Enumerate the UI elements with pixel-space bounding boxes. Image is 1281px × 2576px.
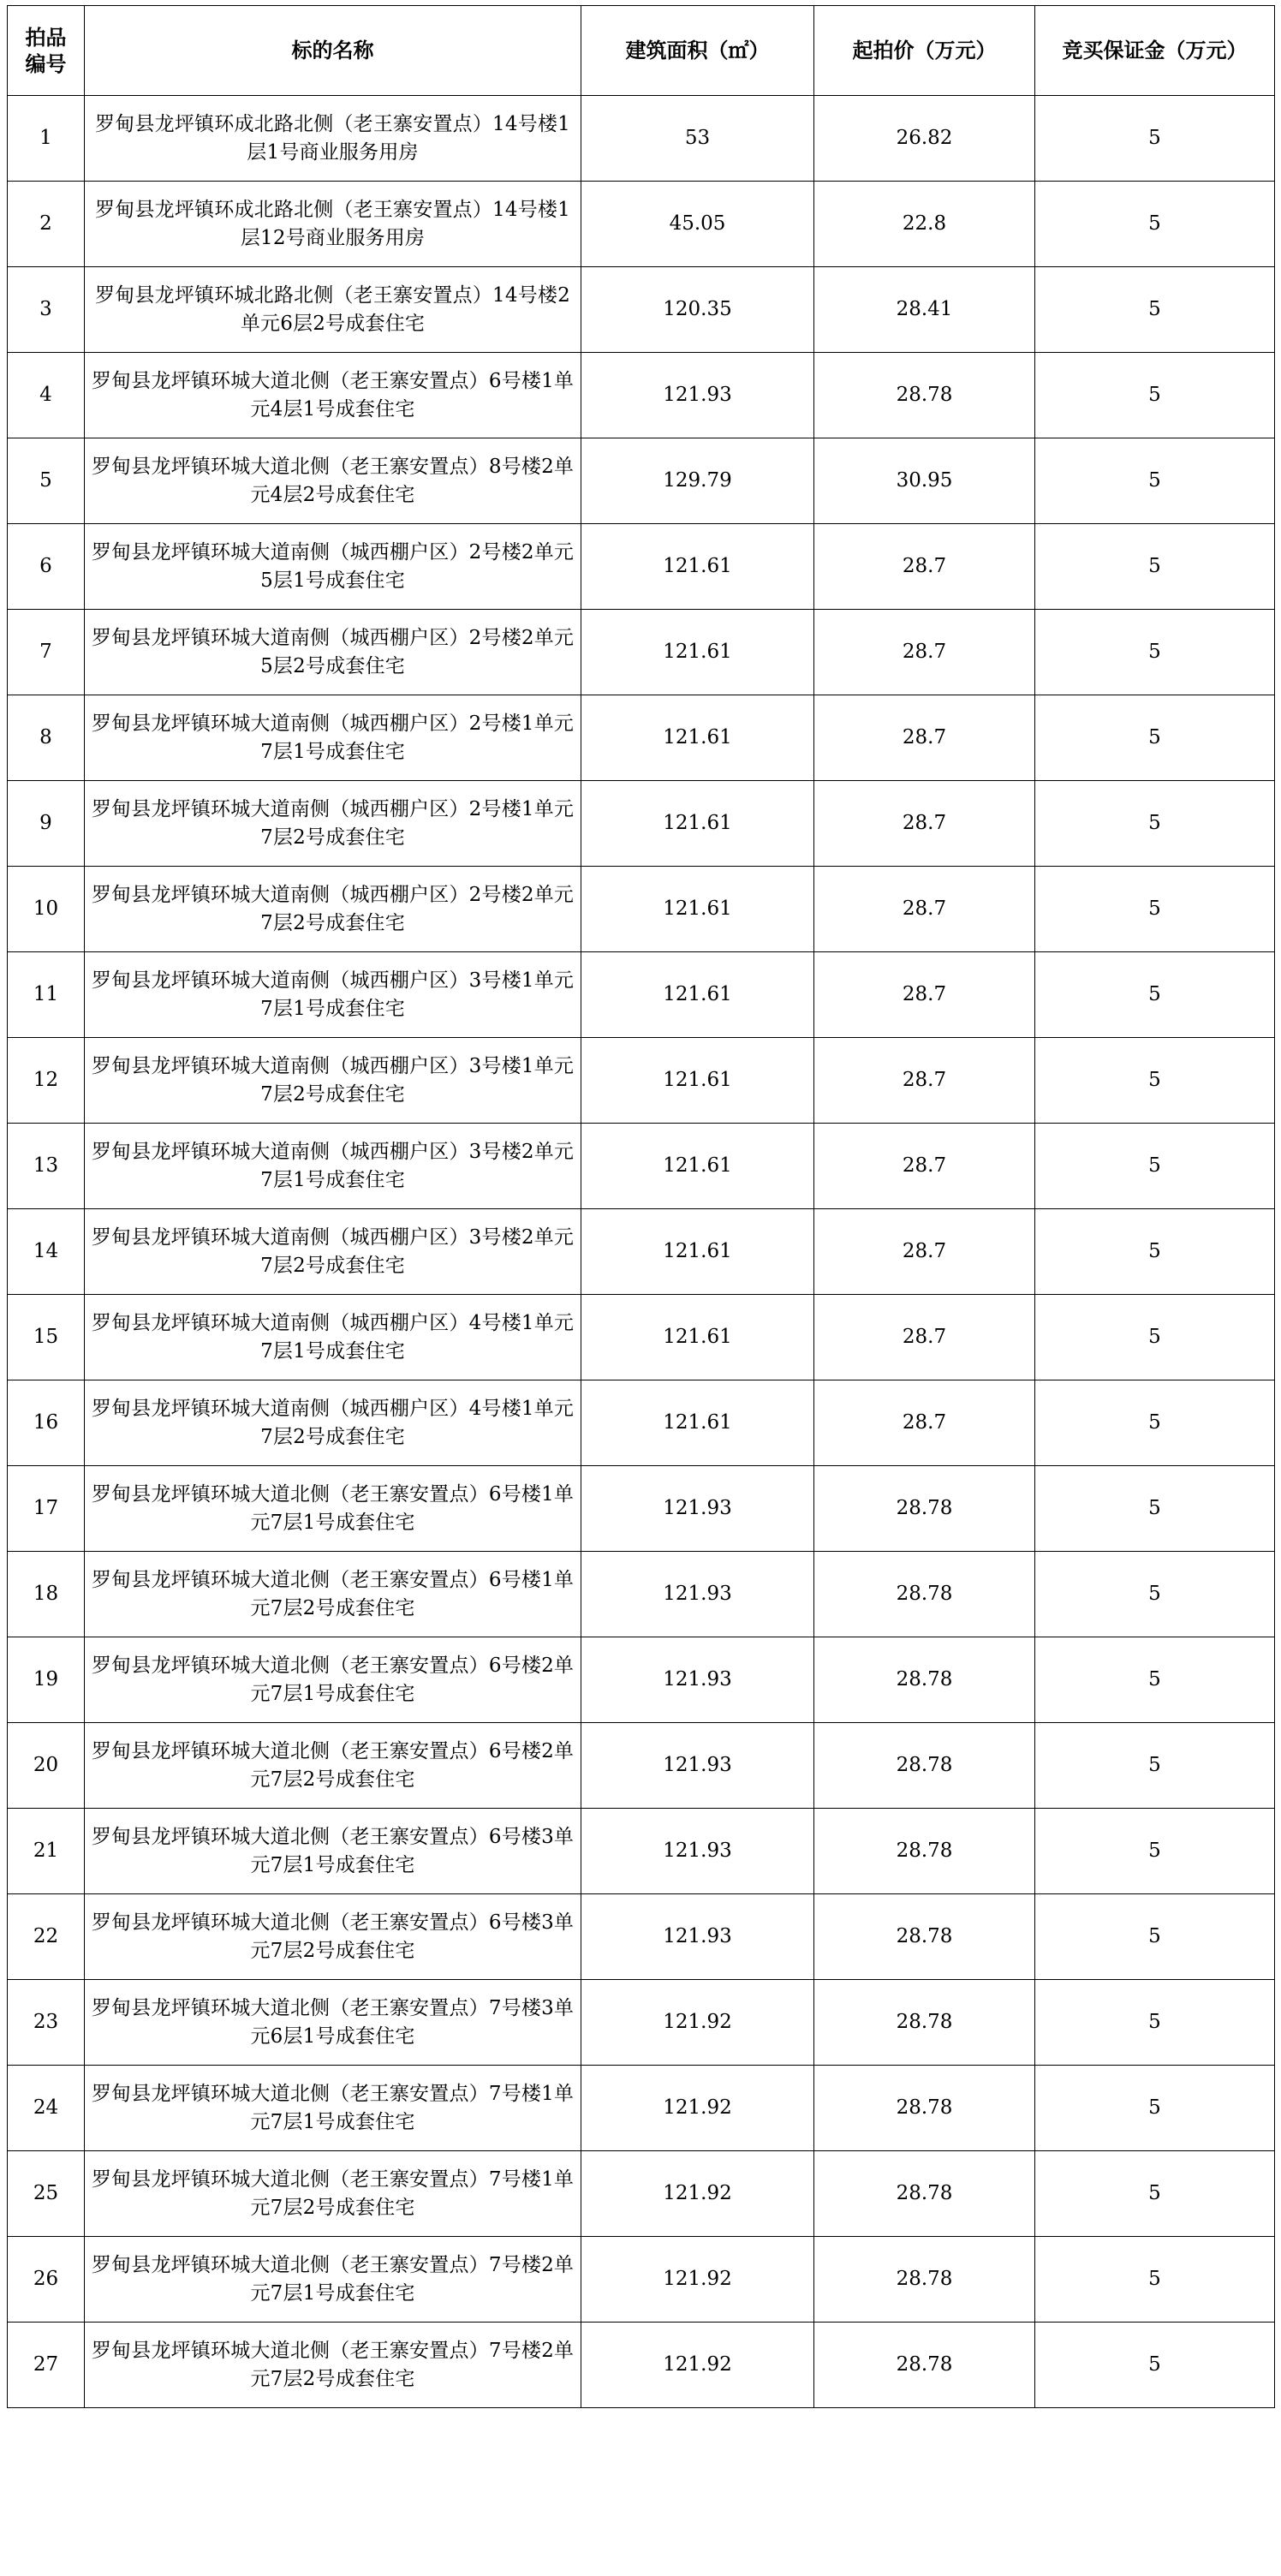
cell-item-number: 27	[8, 2323, 85, 2408]
cell-building-area: 45.05	[581, 182, 814, 267]
cell-deposit: 5	[1035, 1809, 1275, 1894]
cell-building-area: 121.61	[581, 524, 814, 610]
cell-item-name: 罗甸县龙坪镇环城大道南侧（城西棚户区）2号楼2单元5层2号成套住宅	[85, 610, 581, 695]
cell-item-name: 罗甸县龙坪镇环城大道北侧（老王寨安置点）8号楼2单元4层2号成套住宅	[85, 438, 581, 524]
cell-item-name: 罗甸县龙坪镇环城大道北侧（老王寨安置点）7号楼2单元7层1号成套住宅	[85, 2237, 581, 2323]
cell-starting-price: 28.7	[814, 1124, 1035, 1209]
cell-starting-price: 28.78	[814, 2323, 1035, 2408]
cell-building-area: 121.93	[581, 1466, 814, 1552]
cell-item-number: 15	[8, 1295, 85, 1380]
cell-starting-price: 28.78	[814, 2066, 1035, 2151]
cell-item-number: 17	[8, 1466, 85, 1552]
cell-item-name: 罗甸县龙坪镇环城大道南侧（城西棚户区）2号楼1单元7层2号成套住宅	[85, 781, 581, 867]
cell-building-area: 121.93	[581, 1552, 814, 1637]
cell-item-name: 罗甸县龙坪镇环城大道北侧（老王寨安置点）6号楼2单元7层2号成套住宅	[85, 1723, 581, 1809]
column-header-id-line1: 拍品	[25, 24, 67, 50]
cell-starting-price: 28.78	[814, 1894, 1035, 1980]
cell-item-name: 罗甸县龙坪镇环城大道北侧（老王寨安置点）7号楼1单元7层1号成套住宅	[85, 2066, 581, 2151]
table-row	[8, 1809, 1275, 1894]
cell-starting-price: 28.7	[814, 695, 1035, 781]
cell-item-name: 罗甸县龙坪镇环城北路北侧（老王寨安置点）14号楼2单元6层2号成套住宅	[85, 267, 581, 353]
cell-deposit: 5	[1035, 1723, 1275, 1809]
cell-item-number: 16	[8, 1380, 85, 1466]
cell-building-area: 121.61	[581, 952, 814, 1038]
cell-deposit: 5	[1035, 2066, 1275, 2151]
column-header-name: 标的名称	[85, 6, 581, 96]
cell-deposit: 5	[1035, 1380, 1275, 1466]
cell-deposit: 5	[1035, 1552, 1275, 1637]
cell-starting-price: 28.78	[814, 2151, 1035, 2237]
cell-item-name: 罗甸县龙坪镇环城大道北侧（老王寨安置点）6号楼2单元7层1号成套住宅	[85, 1637, 581, 1723]
table-row	[8, 438, 1275, 524]
cell-starting-price: 28.7	[814, 1209, 1035, 1295]
cell-item-name: 罗甸县龙坪镇环成北路北侧（老王寨安置点）14号楼1层12号商业服务用房	[85, 182, 581, 267]
table-row	[8, 1637, 1275, 1723]
cell-starting-price: 30.95	[814, 438, 1035, 524]
cell-item-name: 罗甸县龙坪镇环城大道南侧（城西棚户区）2号楼1单元7层1号成套住宅	[85, 695, 581, 781]
table-row	[8, 1295, 1275, 1380]
cell-starting-price: 28.78	[814, 353, 1035, 438]
cell-deposit: 5	[1035, 1209, 1275, 1295]
cell-item-number: 19	[8, 1637, 85, 1723]
cell-item-number: 13	[8, 1124, 85, 1209]
table-row	[8, 1723, 1275, 1809]
table-row	[8, 1209, 1275, 1295]
cell-deposit: 5	[1035, 524, 1275, 610]
cell-item-number: 26	[8, 2237, 85, 2323]
cell-item-number: 11	[8, 952, 85, 1038]
cell-building-area: 121.92	[581, 2323, 814, 2408]
cell-deposit: 5	[1035, 1980, 1275, 2066]
cell-starting-price: 28.78	[814, 1637, 1035, 1723]
cell-item-number: 14	[8, 1209, 85, 1295]
cell-deposit: 5	[1035, 2151, 1275, 2237]
cell-item-number: 7	[8, 610, 85, 695]
cell-item-name: 罗甸县龙坪镇环城大道南侧（城西棚户区）3号楼1单元7层2号成套住宅	[85, 1038, 581, 1124]
table-row	[8, 524, 1275, 610]
cell-item-name: 罗甸县龙坪镇环城大道北侧（老王寨安置点）7号楼2单元7层2号成套住宅	[85, 2323, 581, 2408]
table-row	[8, 267, 1275, 353]
cell-item-name: 罗甸县龙坪镇环城大道北侧（老王寨安置点）6号楼3单元7层2号成套住宅	[85, 1894, 581, 1980]
cell-item-name: 罗甸县龙坪镇环城大道北侧（老王寨安置点）6号楼1单元7层2号成套住宅	[85, 1552, 581, 1637]
cell-starting-price: 28.78	[814, 1552, 1035, 1637]
table-row	[8, 867, 1275, 952]
cell-building-area: 121.93	[581, 1637, 814, 1723]
cell-deposit: 5	[1035, 96, 1275, 182]
cell-deposit: 5	[1035, 182, 1275, 267]
cell-building-area: 121.61	[581, 1038, 814, 1124]
cell-building-area: 121.93	[581, 1809, 814, 1894]
table-row	[8, 182, 1275, 267]
cell-item-name: 罗甸县龙坪镇环城大道北侧（老王寨安置点）6号楼1单元7层1号成套住宅	[85, 1466, 581, 1552]
cell-item-number: 4	[8, 353, 85, 438]
cell-starting-price: 28.7	[814, 781, 1035, 867]
cell-building-area: 121.61	[581, 1380, 814, 1466]
table-row	[8, 2237, 1275, 2323]
cell-item-number: 22	[8, 1894, 85, 1980]
table-row	[8, 2323, 1275, 2408]
table-row	[8, 96, 1275, 182]
table-row	[8, 1466, 1275, 1552]
cell-item-number: 24	[8, 2066, 85, 2151]
cell-building-area: 121.92	[581, 2066, 814, 2151]
cell-starting-price: 28.78	[814, 1723, 1035, 1809]
table-row	[8, 1124, 1275, 1209]
column-header-id	[8, 6, 85, 96]
cell-deposit: 5	[1035, 1124, 1275, 1209]
cell-starting-price: 28.7	[814, 867, 1035, 952]
cell-building-area: 121.61	[581, 1295, 814, 1380]
table-row	[8, 1980, 1275, 2066]
cell-item-name: 罗甸县龙坪镇环城大道南侧（城西棚户区）3号楼2单元7层2号成套住宅	[85, 1209, 581, 1295]
cell-deposit: 5	[1035, 2237, 1275, 2323]
cell-starting-price: 28.78	[814, 1980, 1035, 2066]
cell-deposit: 5	[1035, 1038, 1275, 1124]
cell-starting-price: 28.78	[814, 1809, 1035, 1894]
cell-item-number: 23	[8, 1980, 85, 2066]
cell-item-number: 9	[8, 781, 85, 867]
cell-item-number: 18	[8, 1552, 85, 1637]
table-row	[8, 1038, 1275, 1124]
table-row	[8, 1894, 1275, 1980]
cell-deposit: 5	[1035, 1295, 1275, 1380]
cell-item-name: 罗甸县龙坪镇环城大道南侧（城西棚户区）3号楼1单元7层1号成套住宅	[85, 952, 581, 1038]
column-header-deposit: 竞买保证金（万元）	[1035, 6, 1275, 96]
cell-deposit: 5	[1035, 867, 1275, 952]
cell-item-number: 6	[8, 524, 85, 610]
cell-item-name: 罗甸县龙坪镇环城大道南侧（城西棚户区）2号楼2单元7层2号成套住宅	[85, 867, 581, 952]
cell-item-name: 罗甸县龙坪镇环城大道南侧（城西棚户区）4号楼1单元7层1号成套住宅	[85, 1295, 581, 1380]
cell-building-area: 121.92	[581, 2151, 814, 2237]
cell-building-area: 121.61	[581, 867, 814, 952]
cell-item-number: 25	[8, 2151, 85, 2237]
cell-starting-price: 28.7	[814, 610, 1035, 695]
cell-building-area: 53	[581, 96, 814, 182]
table-row	[8, 1380, 1275, 1466]
cell-building-area: 121.61	[581, 1124, 814, 1209]
cell-starting-price: 22.8	[814, 182, 1035, 267]
cell-item-name: 罗甸县龙坪镇环城大道南侧（城西棚户区）4号楼1单元7层2号成套住宅	[85, 1380, 581, 1466]
cell-deposit: 5	[1035, 695, 1275, 781]
cell-starting-price: 28.7	[814, 1295, 1035, 1380]
cell-item-number: 21	[8, 1809, 85, 1894]
cell-item-number: 2	[8, 182, 85, 267]
cell-deposit: 5	[1035, 353, 1275, 438]
cell-starting-price: 28.7	[814, 1038, 1035, 1124]
cell-item-number: 12	[8, 1038, 85, 1124]
cell-building-area: 121.61	[581, 781, 814, 867]
cell-deposit: 5	[1035, 1637, 1275, 1723]
cell-item-number: 10	[8, 867, 85, 952]
cell-deposit: 5	[1035, 1894, 1275, 1980]
cell-building-area: 120.35	[581, 267, 814, 353]
cell-item-name: 罗甸县龙坪镇环城大道北侧（老王寨安置点）7号楼1单元7层2号成套住宅	[85, 2151, 581, 2237]
cell-deposit: 5	[1035, 1466, 1275, 1552]
auction-items-table	[7, 5, 1275, 2408]
cell-starting-price: 28.41	[814, 267, 1035, 353]
cell-building-area: 121.61	[581, 610, 814, 695]
cell-building-area: 121.93	[581, 353, 814, 438]
table-row	[8, 2151, 1275, 2237]
table-row	[8, 353, 1275, 438]
cell-item-name: 罗甸县龙坪镇环城大道北侧（老王寨安置点）6号楼3单元7层1号成套住宅	[85, 1809, 581, 1894]
cell-item-number: 8	[8, 695, 85, 781]
cell-starting-price: 26.82	[814, 96, 1035, 182]
column-header-area: 建筑面积（㎡）	[581, 6, 814, 96]
table-row	[8, 610, 1275, 695]
cell-building-area: 121.93	[581, 1723, 814, 1809]
cell-building-area: 121.93	[581, 1894, 814, 1980]
header-row	[8, 6, 1275, 96]
cell-item-name: 罗甸县龙坪镇环城大道南侧（城西棚户区）3号楼2单元7层1号成套住宅	[85, 1124, 581, 1209]
table-row	[8, 2066, 1275, 2151]
cell-item-number: 1	[8, 96, 85, 182]
cell-starting-price: 28.78	[814, 2237, 1035, 2323]
cell-starting-price: 28.7	[814, 952, 1035, 1038]
cell-item-number: 3	[8, 267, 85, 353]
column-header-id-line2: 编号	[25, 51, 67, 76]
cell-item-number: 5	[8, 438, 85, 524]
cell-item-name: 罗甸县龙坪镇环城大道北侧（老王寨安置点）7号楼3单元6层1号成套住宅	[85, 1980, 581, 2066]
cell-deposit: 5	[1035, 267, 1275, 353]
cell-building-area: 121.61	[581, 695, 814, 781]
cell-starting-price: 28.7	[814, 524, 1035, 610]
cell-item-name: 罗甸县龙坪镇环城大道南侧（城西棚户区）2号楼2单元5层1号成套住宅	[85, 524, 581, 610]
cell-deposit: 5	[1035, 952, 1275, 1038]
cell-building-area: 121.92	[581, 1980, 814, 2066]
cell-starting-price: 28.78	[814, 1466, 1035, 1552]
table-header	[8, 6, 1275, 96]
table-body	[8, 96, 1275, 2408]
cell-item-name: 罗甸县龙坪镇环城大道北侧（老王寨安置点）6号楼1单元4层1号成套住宅	[85, 353, 581, 438]
table-row	[8, 695, 1275, 781]
cell-deposit: 5	[1035, 610, 1275, 695]
cell-item-name: 罗甸县龙坪镇环成北路北侧（老王寨安置点）14号楼1层1号商业服务用房	[85, 96, 581, 182]
cell-building-area: 121.61	[581, 1209, 814, 1295]
cell-deposit: 5	[1035, 438, 1275, 524]
cell-building-area: 121.92	[581, 2237, 814, 2323]
table-row	[8, 781, 1275, 867]
cell-deposit: 5	[1035, 781, 1275, 867]
cell-starting-price: 28.7	[814, 1380, 1035, 1466]
cell-deposit: 5	[1035, 2323, 1275, 2408]
table-row	[8, 952, 1275, 1038]
cell-building-area: 129.79	[581, 438, 814, 524]
cell-item-number: 20	[8, 1723, 85, 1809]
column-header-price: 起拍价（万元）	[814, 6, 1035, 96]
table-row	[8, 1552, 1275, 1637]
